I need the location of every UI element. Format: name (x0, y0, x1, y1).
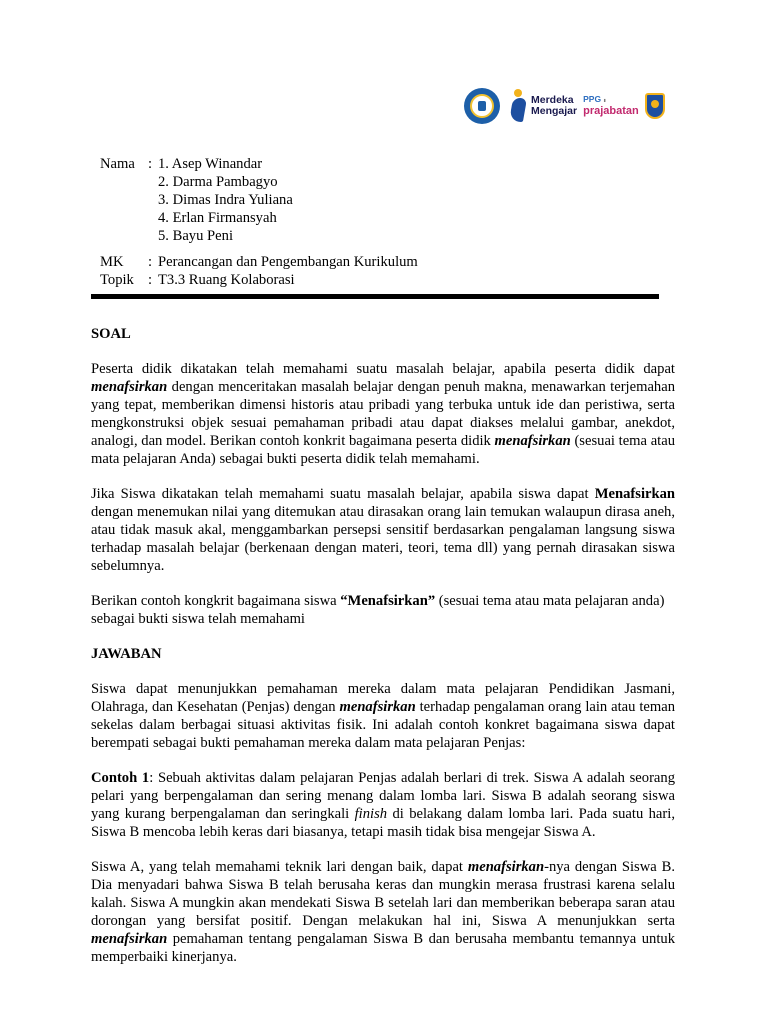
soal-paragraph-3: Berikan contoh kongkrit bagaimana siswa “Menafsirkan” (sesuai tema atau mata pelajaran anda) sebagai bukti siswa telah memahami (91, 593, 665, 627)
header-divider (91, 294, 659, 299)
member-3: 3. Dimas Indra Yuliana (158, 192, 293, 208)
jawaban-paragraph-2: Contoh 1: Sebuah aktivitas dalam pelajaran Penjas adalah berlari di trek. Siswa A adalah seorang pelari yang berpengalaman dan sering menang dalam lomba lari. Siswa B adalah seorang siswa yang kurang berpengalaman dan seringkali finish di belakang dalam lomba lari. Pada suatu hari, Siswa B mencoba lebih keras dari biasanya, tetapi masih tidak bisa mengejar Siswa A. (91, 770, 676, 840)
merdeka-line2: Mengajar (531, 105, 578, 117)
merdeka-mengajar-logo (508, 89, 577, 123)
member-1: 1. Asep Winandar (158, 156, 263, 172)
identity-block (100, 155, 660, 289)
merdeka-mengajar-figure-icon (508, 89, 528, 123)
nama-separator: : (148, 156, 153, 172)
soal-paragraph-1: Peserta didik dikatakan telah memahami suatu masalah belajar, apabila peserta didik dapat menafsirkan dengan menceritakan masalah belajar dengan penuh makna, menawarkan terjemahan yang tepat, memberikan dimensi historis atau pribadi yang terbuka untuk ide dan peristiwa, serta mengkonstruksi objek sesuai pemahaman pribadi atau dapat diakses melalui gambar, anekdot, analogi, dan model. Berikan contoh konkrit bagaimana peserta didik menafsirkan (sesuai tema atau mata pelajaran Anda) sebagai bukti peserta didik telah memahami. (91, 361, 675, 467)
mk-separator: : (148, 254, 153, 270)
topik-label: Topik (100, 272, 134, 288)
mk-value: Perancangan dan Pengembangan Kurikulum (158, 254, 418, 270)
jawaban-heading: JAWABAN (91, 646, 162, 662)
ppg-prajabatan-logo: PPG ▮ prajabatan (583, 94, 639, 117)
nama-label: Nama (100, 156, 135, 172)
ppg-line1: PPG (583, 94, 602, 105)
member-2: 2. Darma Pambagyo (158, 174, 278, 190)
soal-heading: SOAL (91, 326, 131, 342)
ppg-line2: prajabatan (583, 104, 639, 117)
member-5: 5. Bayu Peni (158, 228, 233, 244)
member-4: 4. Erlan Firmansyah (158, 210, 277, 226)
member-list (158, 155, 418, 245)
jawaban-paragraph-1: Siswa dapat menunjukkan pemahaman mereka dalam mata pelajaran Pendidikan Jasmani, Olahraga, dan Kesehatan (Penjas) dengan menafsirkan terhadap pengalaman orang lain atau teman sekelas dalam berbagai situasi aktivitas fisik. Ini adalah contoh konkret bagaimana siswa dapat berempati sebagai bukti pemahaman mereka dalam mata pelajaran Penjas: (91, 681, 675, 751)
document-body (91, 325, 675, 983)
jawaban-paragraph-3: Siswa A, yang telah memahami teknik lari dengan baik, dapat menafsirkan-nya dengan Siswa B. Dia menyadari bahwa Siswa B telah berusaha keras dan mungkin merasa frustrasi karena selalu kalah. Siswa A mungkin akan mendekati Siswa B setelah lari dan memberikan beberapa saran atau dorongan yang bersifat positif. Dengan melakukan hal ini, Siswa A menunjukkan serta menafsirkan pemahaman tentang pengalaman Siswa B dan berusaha membantu temannya untuk memperbaiki kinerjanya. (91, 859, 675, 965)
mk-label: MK (100, 254, 124, 270)
header-logos (464, 86, 674, 126)
soal-paragraph-2: Jika Siswa dikatakan telah memahami suatu masalah belajar, apabila siswa dapat Menafsirkan dengan menemukan nilai yang ditemukan atau dirasakan orang lain temukan walaupun dirasa aneh, atau tidak masuk akal, menggambarkan persepsi sensitif berdasarkan pengalaman langsung siswa terhadap masalah belajar (berkenaan dengan materi, teori, tema dll) yang pernah dirasakan siswa sebelumnya. (91, 486, 675, 574)
shield-logo-icon (645, 93, 665, 119)
topik-separator: : (148, 272, 153, 288)
merdeka-line1: Merdeka (531, 94, 574, 106)
kemdikbud-logo (464, 88, 500, 124)
topik-value: T3.3 Ruang Kolaborasi (158, 272, 295, 288)
